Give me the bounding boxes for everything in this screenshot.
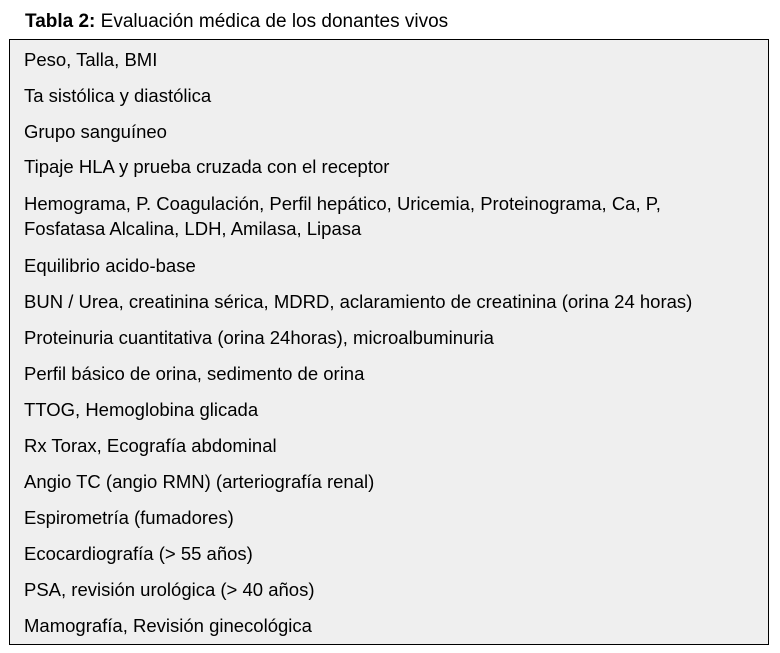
table-row: Mamografía, Revisión ginecológica bbox=[24, 615, 312, 636]
table-row: PSA, revisión urológica (> 40 años) bbox=[24, 579, 315, 600]
table-row: Equilibrio acido-base bbox=[24, 255, 196, 276]
evaluation-table bbox=[9, 39, 769, 645]
table-row: Ecocardiografía (> 55 años) bbox=[24, 543, 253, 564]
table-row: Proteinuria cuantitativa (orina 24horas), microalbuminuria bbox=[24, 327, 494, 348]
table-row: TTOG, Hemoglobina glicada bbox=[24, 399, 259, 420]
table-row: Angio TC (angio RMN) (arteriografía renal) bbox=[24, 471, 375, 492]
table-caption-label: Tabla 2: bbox=[25, 11, 96, 32]
table-row: Hemograma, P. Coagulación, Perfil hepático, Uricemia, Proteinograma, Ca, P, bbox=[24, 193, 661, 214]
table-row: Rx Torax, Ecografía abdominal bbox=[24, 435, 277, 456]
table-row: Peso, Talla, BMI bbox=[24, 49, 158, 70]
table-row-continuation: Fosfatasa Alcalina, LDH, Amilasa, Lipasa bbox=[24, 218, 362, 239]
table-row: Ta sistólica y diastólica bbox=[24, 85, 212, 106]
table-caption bbox=[25, 10, 448, 34]
table-caption-text: Evaluación médica de los donantes vivos bbox=[95, 11, 449, 32]
table-row: Grupo sanguíneo bbox=[24, 121, 167, 142]
table-row: Espirometría (fumadores) bbox=[24, 507, 234, 528]
table-row: Tipaje HLA y prueba cruzada con el receptor bbox=[24, 156, 390, 177]
table-row: BUN / Urea, creatinina sérica, MDRD, aclaramiento de creatinina (orina 24 horas) bbox=[24, 291, 693, 312]
table-row: Perfil básico de orina, sedimento de orina bbox=[24, 363, 365, 384]
